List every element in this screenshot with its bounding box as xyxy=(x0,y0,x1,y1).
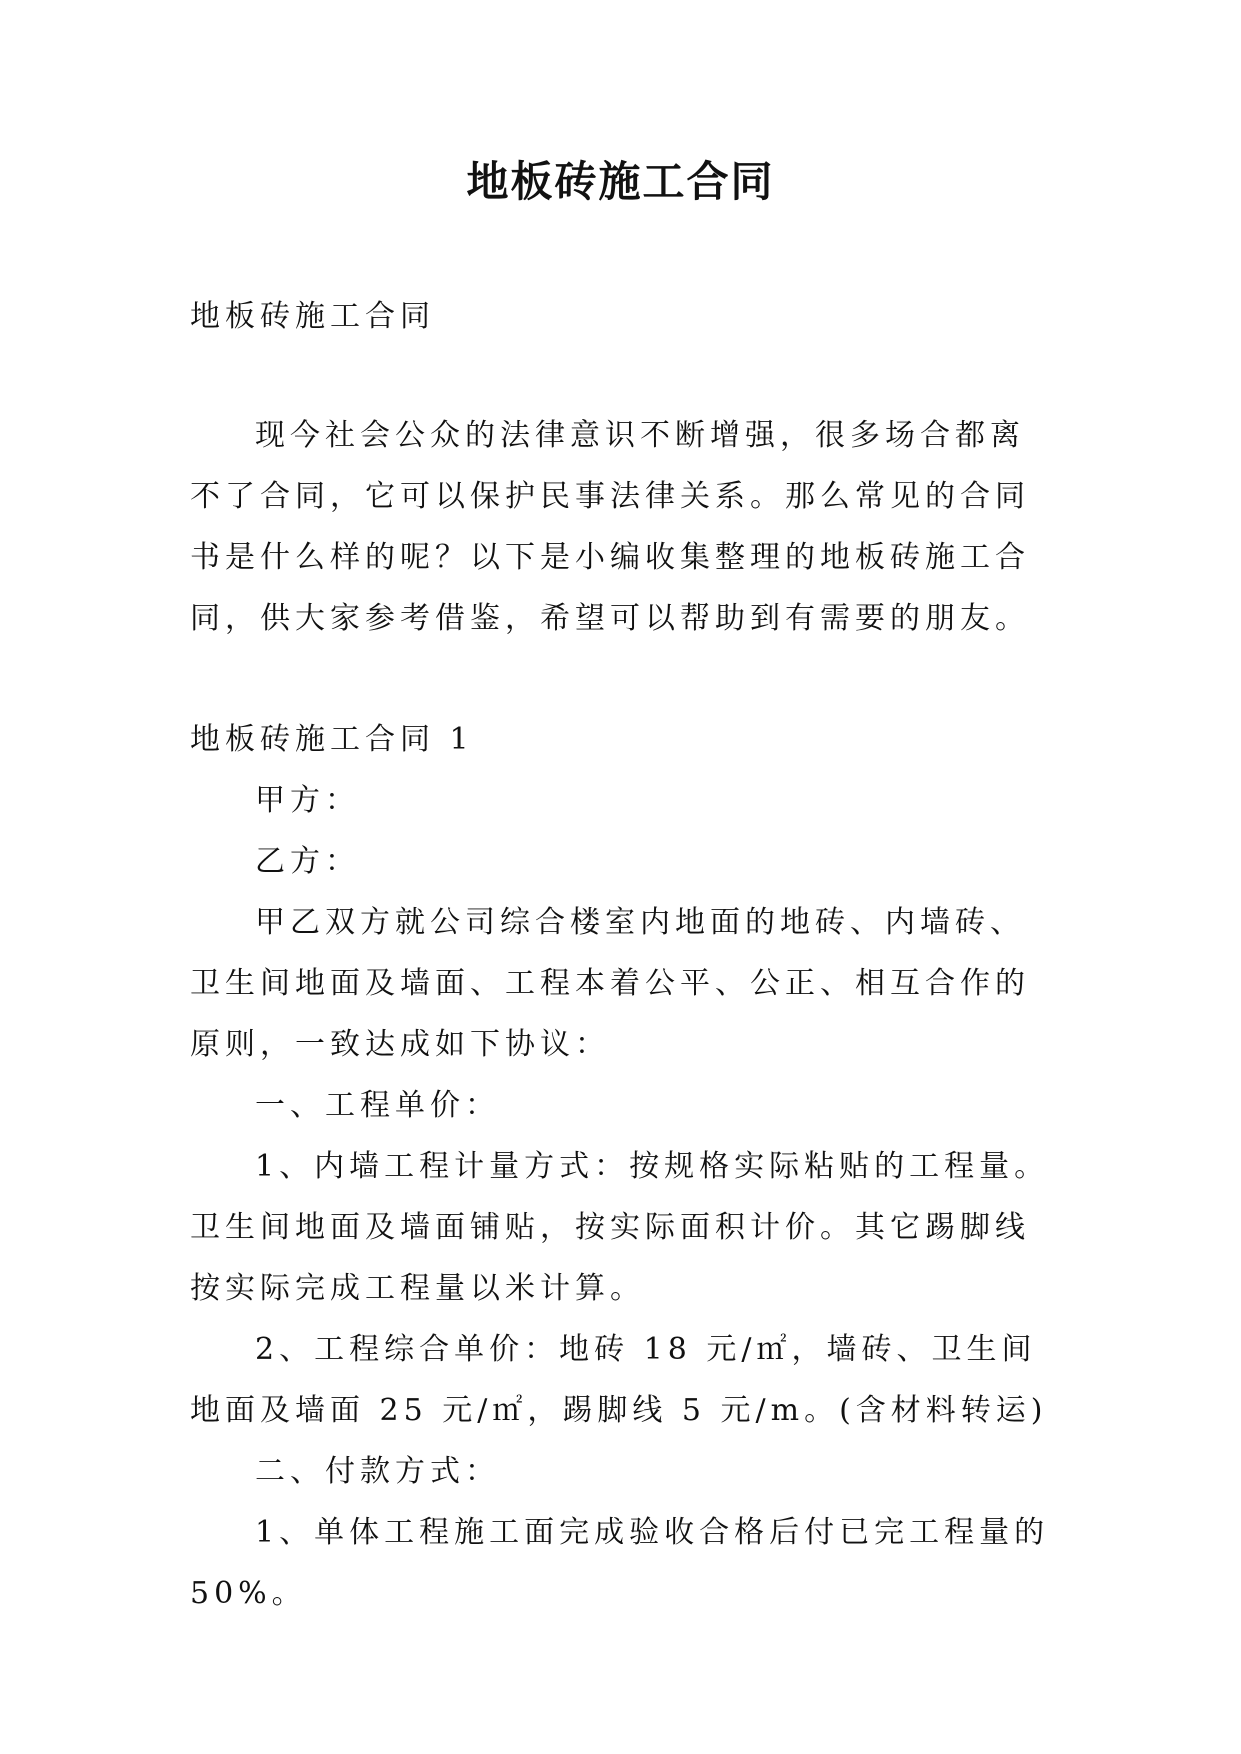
document-subtitle: 地板砖施工合同 xyxy=(190,299,435,334)
intro-paragraph: 现今社会公众的法律意识不断增强，很多场合都离不了合同，它可以保护民事法律关系。那么常见的合同书是什么样的呢？以下是小编收集整理的地板砖施工合同，供大家参考借鉴，希望可以帮助到有需要的朋友。 xyxy=(190,418,1030,636)
party-b-line: 乙方： xyxy=(255,844,360,879)
clause-2-1: 1、单体工程施工面完成验收合格后付已完工程量的 50%。 xyxy=(190,1515,1050,1611)
clause-1-2: 2、工程综合单价：地砖 18 元/㎡，墙砖、卫生间地面及墙面 25 元/㎡，踢脚线 5 元/m。(含材料转运) xyxy=(190,1332,1048,1428)
document-title: 地板砖施工合同 xyxy=(466,157,775,206)
agreement-paragraph: 甲乙双方就公司综合楼室内地面的地砖、内墙砖、卫生间地面及墙面、工程本着公平、公正、相互合作的原则，一致达成如下协议： xyxy=(190,905,1030,1062)
heading-unit-price: 一、工程单价： xyxy=(255,1088,500,1123)
clause-1-1: 1、内墙工程计量方式：按规格实际粘贴的工程量。卫生间地面及墙面铺贴，按实际面积计价。其它踢脚线按实际完成工程量以米计算。 xyxy=(190,1149,1050,1306)
heading-payment: 二、付款方式： xyxy=(255,1454,500,1489)
party-a-line: 甲方： xyxy=(255,783,360,818)
document-body xyxy=(190,286,1052,1624)
section-title: 地板砖施工合同 1 xyxy=(190,722,474,757)
